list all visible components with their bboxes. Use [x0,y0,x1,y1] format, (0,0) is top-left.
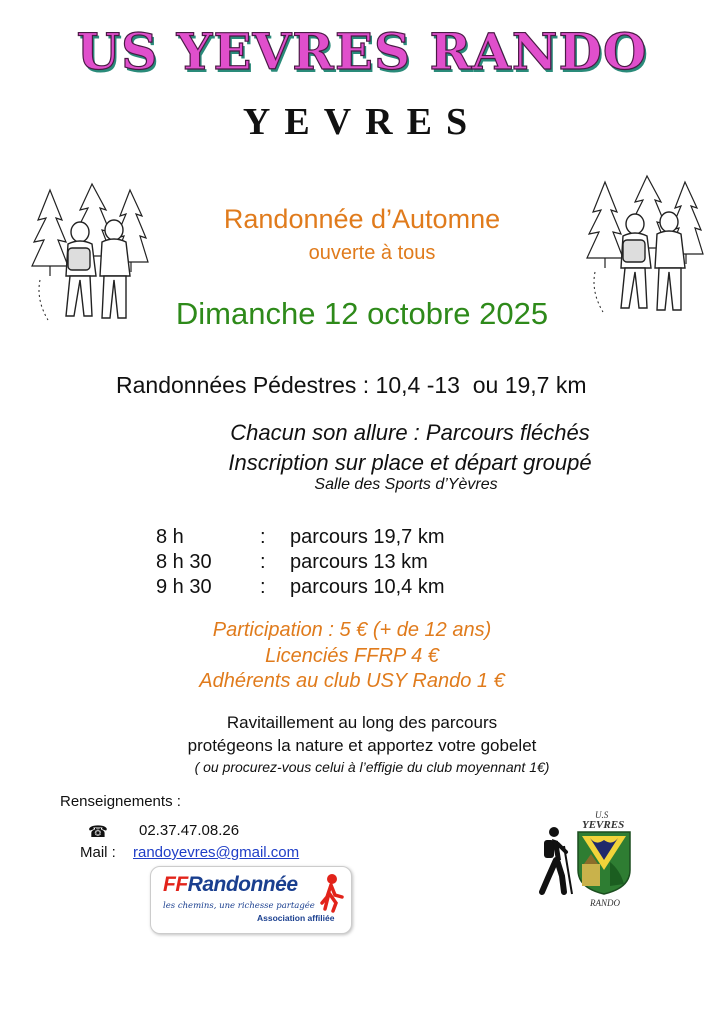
club-logo-rando: RANDO [590,898,620,908]
schedule-course: parcours 19,7 km [290,526,445,548]
schedule-separator: : [260,551,266,573]
email-link[interactable]: randoyevres@gmail.com [133,844,300,861]
event-audience: ouverte à tous [308,242,436,264]
mail-label: Mail : [80,844,116,861]
ffrandonnee-logo [150,866,352,934]
fee-participation: Participation : 5 € (+ de 12 ans) [212,619,492,641]
schedule-row [156,576,536,601]
town-heading: YEVRES [242,101,482,143]
ffr-logo-randonnee: Randonnée [187,873,298,896]
schedule-course: parcours 13 km [290,551,428,573]
schedule-time: 9 h 30 [156,576,212,598]
schedule-row [156,551,536,576]
schedule-row [156,526,536,551]
venue: Salle des Sports d’Yèvres [314,476,498,493]
event-title: Randonnée d’Automne [223,204,501,234]
ffr-affiliated: Association affiliée [257,913,335,923]
fee-members: Adhérents au club USY Rando 1 € [199,670,505,692]
schedule-time: 8 h [156,526,184,548]
fee-licensed: Licenciés FFRP 4 € [265,645,439,667]
walk-distances: Randonnées Pédestres : 10,4 -13 ou 19,7 km [116,372,587,398]
schedule-separator: : [260,576,266,598]
hiker-silhouette-icon [534,826,576,896]
schedule-separator: : [260,526,266,548]
club-title: US YEVRES RANDO [76,22,648,81]
phone-number: 02.37.47.08.26 [139,822,240,839]
club-shield-logo [576,830,632,896]
phone-icon: ☎ [88,824,108,841]
ffr-logo-ff: FF [163,873,188,896]
registration-info: Inscription sur place et départ groupé [228,450,592,475]
club-logo-us: U.S [595,810,609,820]
schedule-time: 8 h 30 [156,551,212,573]
ffr-tagline: les chemins, une richesse partagée [163,901,315,911]
supply-note: Ravitaillement au long des parcours [226,713,498,732]
nature-note: protégeons la nature et apportez votre gobelet [187,736,537,755]
schedule-table [156,526,536,601]
event-date: Dimanche 12 octobre 2025 [175,296,549,331]
cup-note: ( ou procurez-vous celui à l’effigie du club moyennant 1€) [194,759,550,775]
ffr-walker-icon [319,873,345,913]
club-logo-yevres: YEVRES [582,819,625,831]
contact-label: Renseignements : [60,793,181,810]
schedule-course: parcours 10,4 km [290,576,445,598]
pace-info: Chacun son allure : Parcours fléchés [230,420,590,445]
